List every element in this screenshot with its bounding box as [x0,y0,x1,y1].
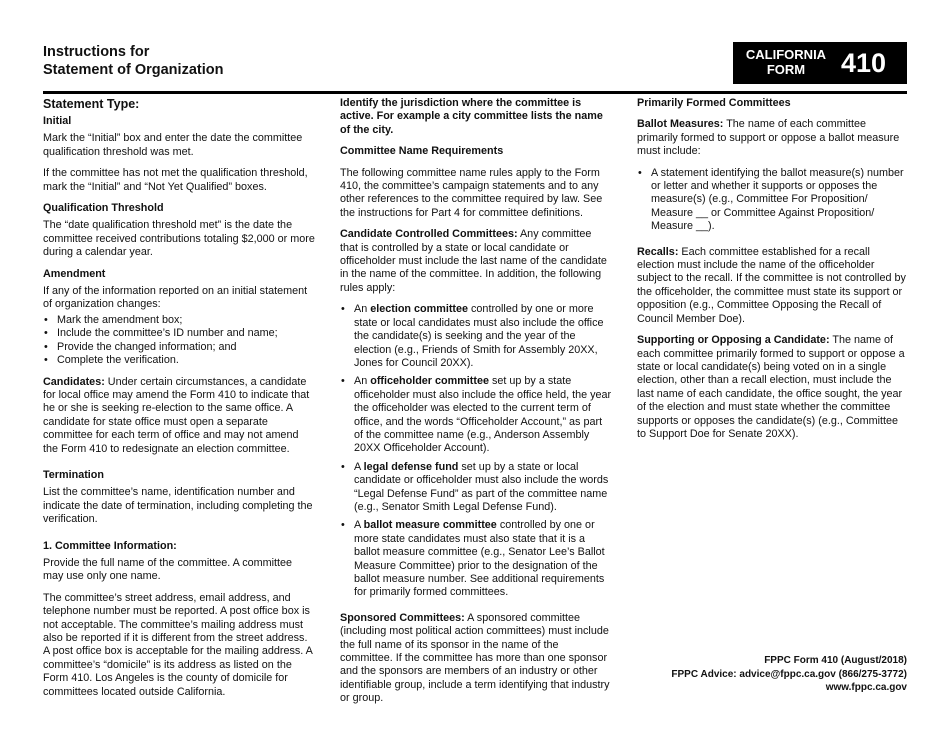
list-item [340,303,612,370]
page-title [43,44,223,79]
qualification-heading: Qualification Threshold [43,202,164,215]
form-badge-label [741,47,831,77]
list-item: • Mark the amendment box; [43,314,315,327]
termination-heading: Termination [43,468,104,481]
footer-advice-contact: FPPC Advice: advice@fppc.ca.gov (866/275-3772) [671,668,907,680]
item-text: controlled by one or more state or local candidates must also include the office the candidate(s) is seeking and the year of the election (e.g., Friends of Smith for Assembly 20XX, Jones for Council 20XX). [354,303,604,369]
item-prefix: An [354,375,371,388]
primarily-formed-heading: Primarily Formed Committees [637,97,791,109]
statement-type-heading: Statement Type: [43,97,140,111]
item-term: election committee [370,303,469,316]
initial-paragraph-2: If the committee has not met the qualification threshold, mark the “Initial” and “Not Yet Qualified” boxes. [43,167,308,193]
jurisdiction-text: Identify the jurisdiction where the committee is active. For example a city committee lists the name of the city. [340,97,603,136]
name-requirements-heading: Committee Name Requirements [340,145,504,158]
item-term: officeholder committee [370,375,490,388]
footer-website-link[interactable]: www.fppc.ca.gov [825,682,907,693]
list-item: • Include the committee’s ID number and name; [43,327,315,340]
amendment-list [43,314,315,368]
item-term: legal defense fund [363,460,459,473]
column-left [43,97,315,707]
initial-paragraph-1: Mark the “Initial” box and enter the date the committee qualification threshold was met. [43,132,303,158]
sponsored-label: Sponsored Committees: [340,611,465,624]
list-item [340,461,612,515]
committee-type-list [340,303,612,600]
committee-information-paragraph-1: Provide the full name of the committee. A committee may use only one name. [43,556,293,583]
ballot-measures-label: Ballot Measures: [637,118,724,131]
title-line-2: Statement of Organization [43,61,224,78]
sponsored-paragraph [340,612,612,706]
recalls-paragraph [637,246,907,326]
committee-information-heading: 1. Committee Information: [43,539,177,552]
name-requirements-paragraph: The following committee name rules apply to the Form 410, the committee’s campaign statements and to any other references to the committee required by law. See the instructions for Part 4 for committee definitions. [340,166,603,219]
footer-form-version: FPPC Form 410 (August/2018) [764,655,907,666]
candidate-controlled-label: Candidate Controlled Committees: [340,228,518,241]
ballot-measures-list [637,167,907,234]
item-prefix: A [354,460,364,473]
committee-information-paragraph-2: The committee’s street address, email address, and telephone number must be reported. A post office box is not acceptable. The committee’s mailing address must also be reported if it is different from the street address. A post office box is acceptable for the mailing address. A committee’s “domicile” is its address as listed on the Form 410. Los Angeles is the county of domicile for committees located outside California. [43,591,313,698]
candidates-paragraph [43,376,315,456]
list-item [340,519,612,599]
list-item: • A statement identifying the ballot measure(s) number or letter and whether it supports or opposes the measure(s) (e.g., Committee For Proposition/ Measure __ or Committee Against Proposition/ Measure __). [637,167,907,234]
ballot-measures-paragraph [637,118,907,158]
ballot-measures-text: The name of each committee primarily formed to support or oppose a ballot measure must include: [637,118,900,158]
form-label-line-2: FORM [766,62,806,77]
qualification-paragraph: The “date qualification threshold met” is the date the committee received contributions totaling $2,000 or more during a calendar year. [43,219,315,259]
list-item: • Provide the changed information; and [43,341,315,354]
recalls-text: Each committee established for a recall election must include the name of the officeholder subject to the recall. If the committee is not controlled by the officeholder, the committee must state its support or opposition (e.g., Committee Opposing the Recall of Council Member Doe). [637,245,906,325]
supporting-opposing-paragraph [637,334,907,441]
item-prefix: A [354,519,364,532]
column-middle [340,97,612,714]
candidate-controlled-text: Any committee that is controlled by a state or local candidate or officeholder must include the last name of the candidate in the name of the committee. In addition, the following rules apply: [340,228,607,294]
item-term: ballot measure committee [363,519,497,532]
header-divider [43,91,907,94]
item-prefix: An [354,303,371,316]
supporting-opposing-text: The name of each committee primarily formed to support or oppose a state or local candidate(s) being voted on in a single election, other than a recall election, must include the last name of each candidate, the office sought, the year of the election and must state whether the committee supports or opposes the candidate(s) (e.g., Committee to Support Doe for Senate 20XX). [637,334,905,440]
initial-heading: Initial [43,115,72,127]
candidates-text: Under certain circumstances, a candidate for local office may amend the Form 410 to indicate that he or she is seeking re-election to the same office. A candidate for state office must open a separate committee for each term of office and may not amend the Form 410 to redesignate an election committee. [43,375,310,455]
jurisdiction-note [340,97,612,137]
candidate-controlled-paragraph [340,228,612,295]
item-text: set up by a state officeholder must also include the office held, the year the officeholder was elected to the current term of office, and the words “Officeholder Account,” as part of the committee name (e.g., Anderson Assembly 20XX Officeholder Account). [354,375,612,455]
sponsored-text: A sponsored committee (including most political action committees) must include the full name of its sponsor in the name of the committee. If the committee has more than one sponsor and the sponsors are members of an industry or other identifiable group, include a term identifying that industry or group. [340,611,610,705]
form-label-line-1: CALIFORNIA [745,47,827,62]
footer [671,654,907,695]
candidates-label: Candidates: [43,375,105,388]
amendment-paragraph: If any of the information reported on an initial statement of organization changes: [43,285,308,311]
supporting-opposing-label: Supporting or Opposing a Candidate: [637,334,830,347]
form-badge [733,42,907,84]
list-item [340,375,612,455]
termination-paragraph: List the committee’s name, identification number and indicate the date of termination, including completing the verification. [43,486,313,526]
recalls-label: Recalls: [637,245,679,258]
item-text: set up by a state or local candidate or officeholder must also include the words “Legal Defense Fund” as part of the committee name (e.g., Senator Smith Legal Defense Fund). [354,460,609,513]
item-text: controlled by one or more state candidates must also state that it is a ballot measure committee (e.g., Senator Lee’s Ballot Measure Committee) prior to the designation of the ballot measure number. See additional requirements for primarily formed committees. [354,519,605,599]
amendment-heading: Amendment [43,267,106,280]
title-line-1: Instructions for [43,44,150,60]
column-right [637,97,907,449]
list-item: • Complete the verification. [43,354,315,367]
form-number: 410 [841,48,887,78]
